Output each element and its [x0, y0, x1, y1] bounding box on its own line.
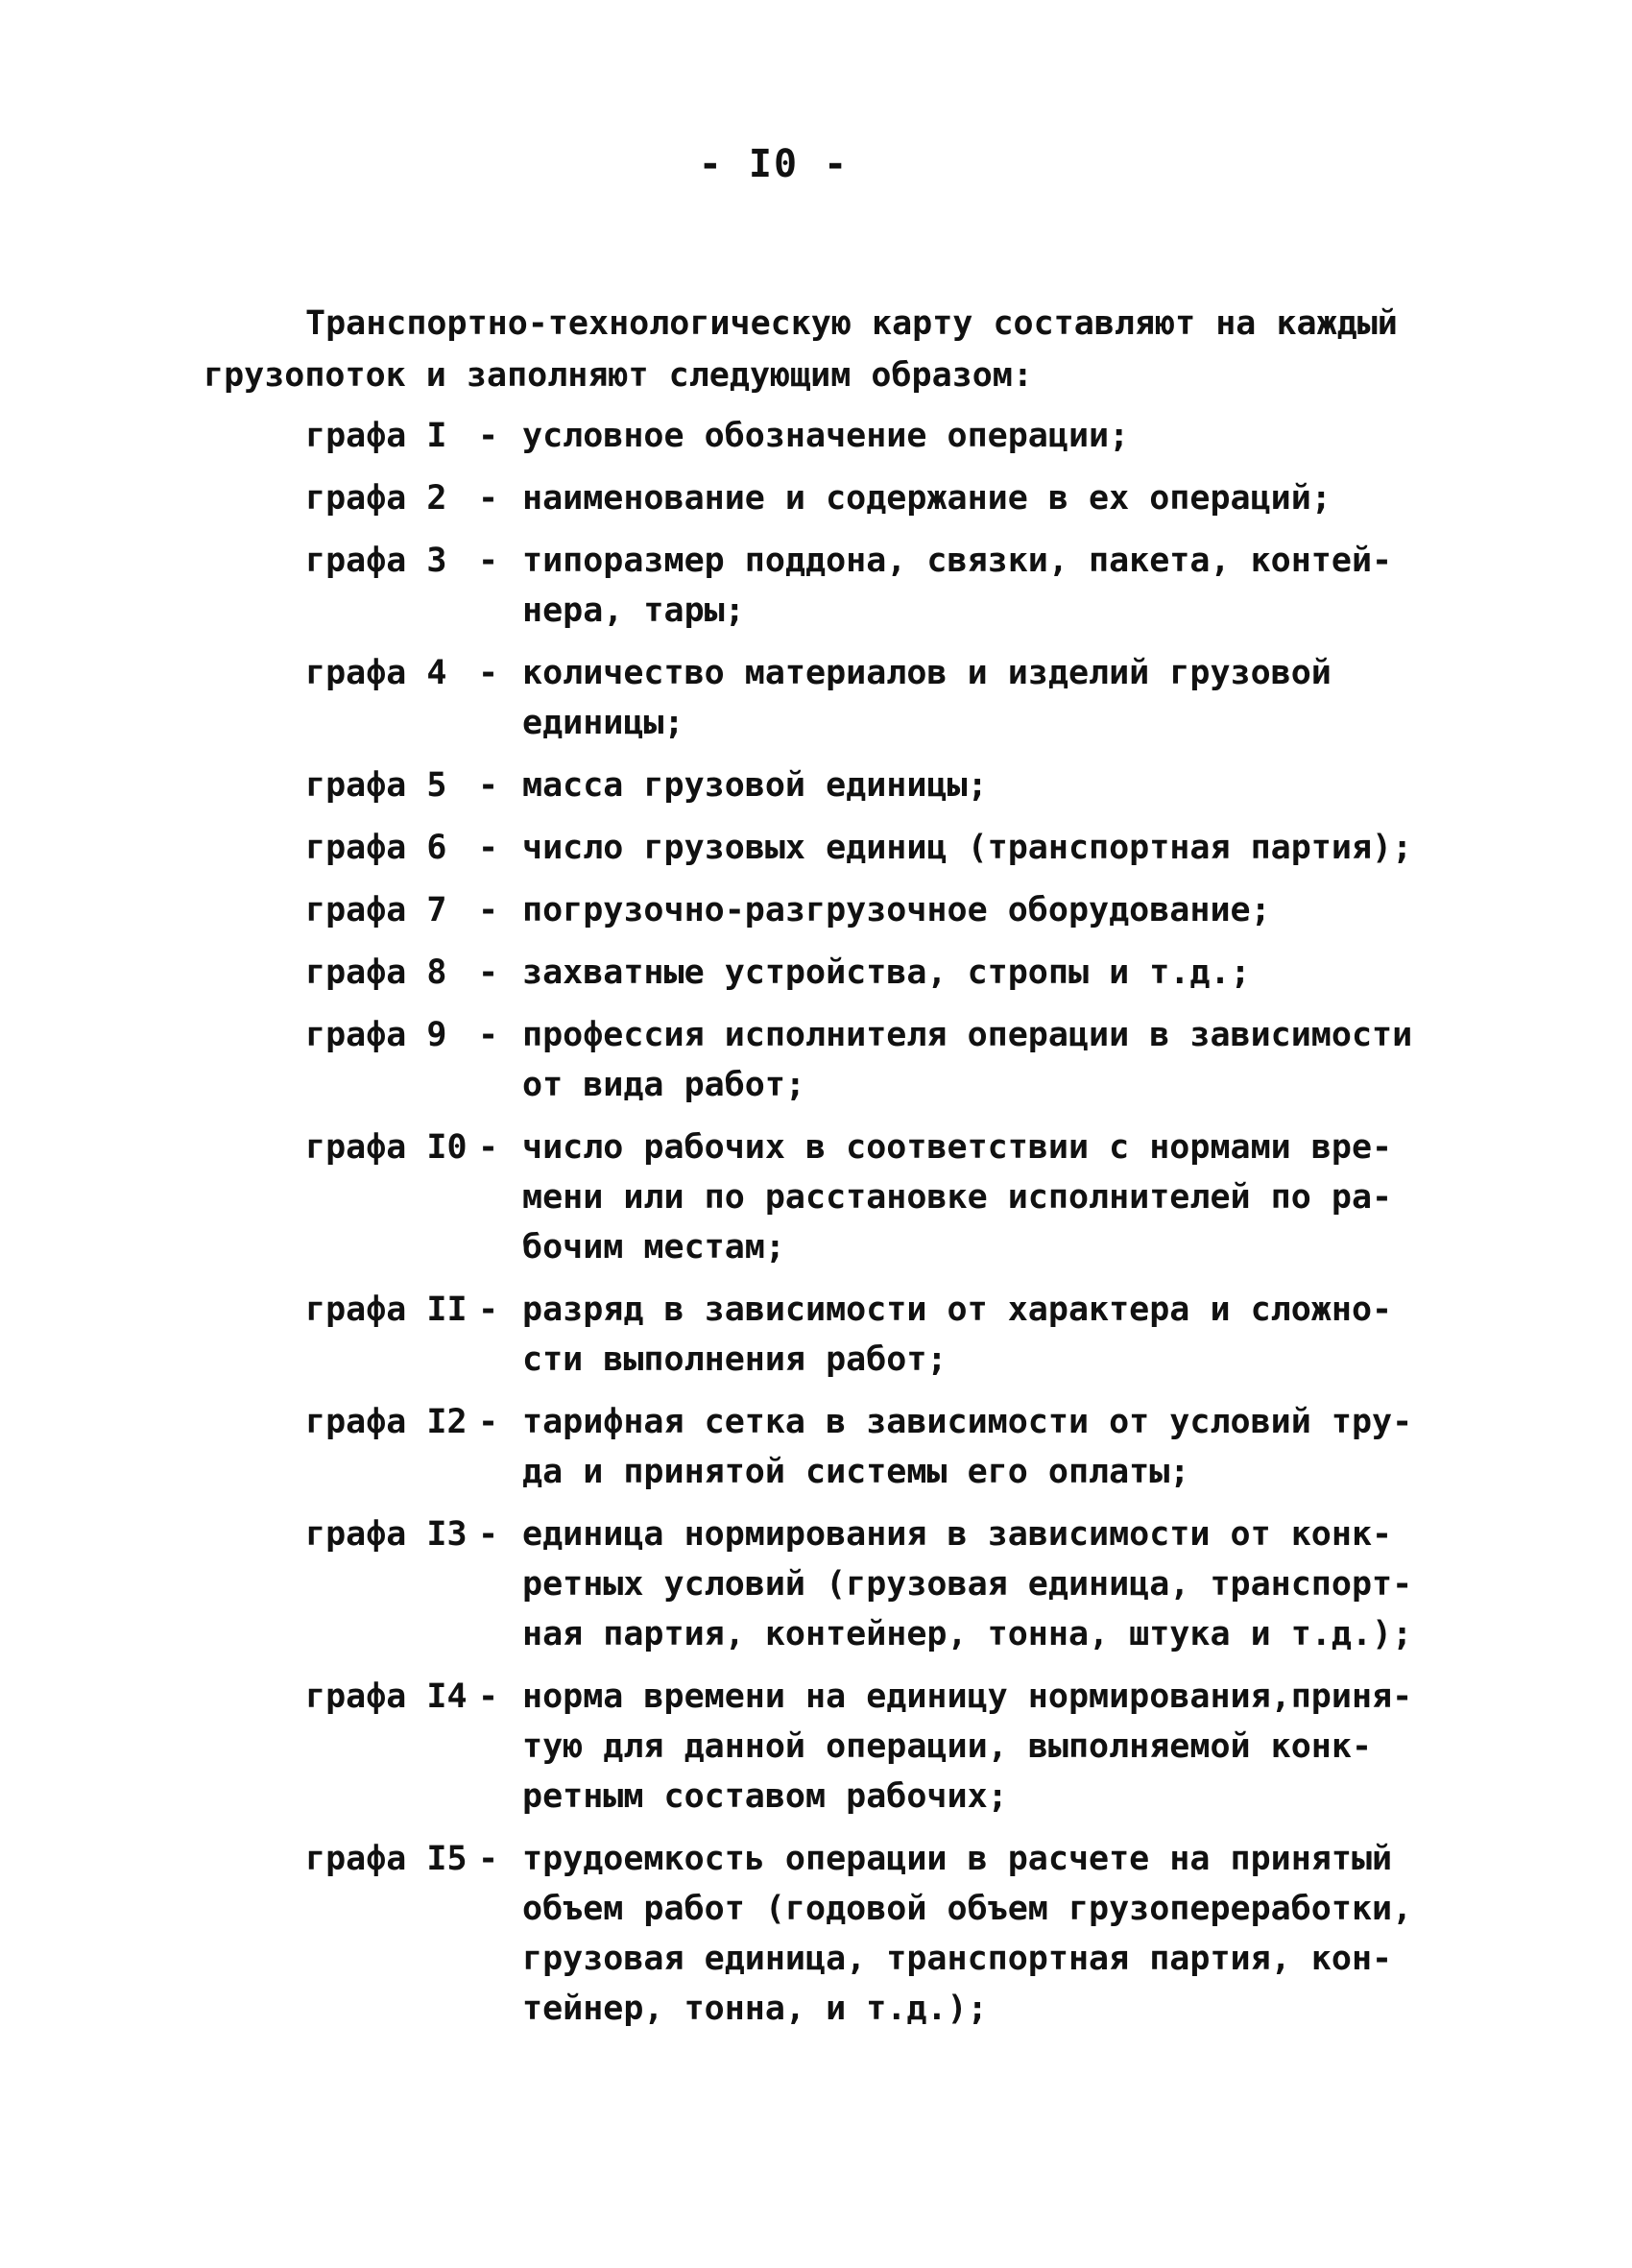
column-description	[522, 536, 1415, 636]
column-label: графа 8	[305, 953, 447, 992]
description-line: объем работ (годовой объем грузопереработки,	[522, 1890, 1413, 1928]
dash-separator: -	[478, 654, 499, 692]
column-label: графа I2	[305, 1403, 468, 1441]
column-item	[305, 823, 1428, 873]
column-label: графа 2	[305, 479, 447, 518]
column-description	[522, 1122, 1415, 1272]
description-line: ная партия, контейнер, тонна, штука и т.д.);	[522, 1615, 1413, 1653]
column-description	[522, 1010, 1415, 1110]
dash-separator: -	[478, 1016, 499, 1054]
column-item	[305, 1509, 1428, 1659]
page-number: - I0 -	[698, 142, 850, 186]
description-line: число грузовых единиц (транспортная партия);	[522, 829, 1413, 867]
description-line: погрузочно-разгрузочное оборудование;	[522, 891, 1271, 929]
column-item	[305, 948, 1428, 998]
description-line: разряд в зависимости от характера и сложно-	[522, 1291, 1393, 1329]
dash-separator: -	[478, 479, 499, 518]
column-item	[305, 1834, 1428, 2034]
column-description	[522, 1397, 1415, 1497]
column-label: графа 7	[305, 891, 447, 929]
column-item	[305, 1397, 1428, 1497]
column-item	[305, 411, 1428, 461]
description-line: число рабочих в соответствии с нормами вре-	[522, 1128, 1393, 1167]
description-line: наименование и содержание в ех операций;	[522, 479, 1332, 518]
column-item	[305, 473, 1428, 523]
description-line: масса грузовой единицы;	[522, 766, 988, 805]
column-label: графа 6	[305, 829, 447, 867]
column-description	[522, 885, 1415, 935]
column-description	[522, 473, 1415, 523]
description-line: бочим местам;	[522, 1228, 785, 1267]
description-line: ретным составом рабочих;	[522, 1777, 1008, 1816]
intro-line: грузопоток и заполняют следующим образом:	[204, 356, 1033, 395]
dash-separator: -	[478, 891, 499, 929]
dash-separator: -	[478, 1128, 499, 1167]
column-item	[305, 536, 1428, 636]
column-description	[522, 1834, 1415, 2034]
dash-separator: -	[478, 1677, 499, 1716]
column-label: графа II	[305, 1291, 468, 1329]
description-line: ретных условий (грузовая единица, транспорт-	[522, 1565, 1413, 1604]
description-line: тарифная сетка в зависимости от условий тру-	[522, 1403, 1413, 1441]
column-label: графа I3	[305, 1515, 468, 1554]
description-line: профессия исполнителя операции в зависимости	[522, 1016, 1413, 1054]
column-description	[522, 1285, 1415, 1385]
column-item	[305, 1285, 1428, 1385]
column-label: графа I0	[305, 1128, 468, 1167]
column-description	[522, 948, 1415, 998]
column-description	[522, 823, 1415, 873]
description-line: типоразмер поддона, связки, пакета, контей-	[522, 542, 1393, 580]
description-line: трудоемкость операции в расчете на принятый	[522, 1840, 1393, 1878]
column-item	[305, 1010, 1428, 1110]
column-label: графа 5	[305, 766, 447, 805]
dash-separator: -	[478, 1515, 499, 1554]
column-item	[305, 1122, 1428, 1272]
description-line: мени или по расстановке исполнителей по ра-	[522, 1178, 1393, 1217]
description-line: количество материалов и изделий грузовой	[522, 654, 1332, 692]
column-description	[522, 1509, 1415, 1659]
column-item	[305, 1672, 1428, 1822]
description-line: захватные устройства, стропы и т.д.;	[522, 953, 1251, 992]
dash-separator: -	[478, 542, 499, 580]
dash-separator: -	[478, 953, 499, 992]
dash-separator: -	[478, 1403, 499, 1441]
column-label: графа 4	[305, 654, 447, 692]
description-line: от вида работ;	[522, 1066, 806, 1104]
column-label: графа 3	[305, 542, 447, 580]
description-line: условное обозначение операции;	[522, 417, 1130, 455]
description-line: нера, тары;	[522, 591, 745, 630]
dash-separator: -	[478, 766, 499, 805]
description-line: тую для данной операции, выполняемой конк-	[522, 1727, 1373, 1766]
intro-paragraph	[204, 298, 1404, 401]
dash-separator: -	[478, 1840, 499, 1878]
description-line: тейнер, тонна, и т.д.);	[522, 1990, 988, 2028]
column-description	[522, 411, 1415, 461]
column-item	[305, 760, 1428, 810]
column-description	[522, 648, 1415, 748]
column-description	[522, 1672, 1415, 1822]
dash-separator: -	[478, 417, 499, 455]
description-line: грузовая единица, транспортная партия, кон-	[522, 1940, 1393, 1978]
description-line: норма времени на единицу нормирования,приня-	[522, 1677, 1413, 1716]
intro-line: Транспортно-технологическую карту составляют на каждый	[305, 304, 1398, 343]
description-line: сти выполнения работ;	[522, 1340, 948, 1379]
description-line: единица нормирования в зависимости от конк-	[522, 1515, 1393, 1554]
column-description	[522, 760, 1415, 810]
column-list	[305, 411, 1428, 2046]
dash-separator: -	[478, 1291, 499, 1329]
column-label: графа I	[305, 417, 447, 455]
column-label: графа I4	[305, 1677, 468, 1716]
description-line: да и принятой системы его оплаты;	[522, 1453, 1190, 1491]
dash-separator: -	[478, 829, 499, 867]
column-label: графа I5	[305, 1840, 468, 1878]
column-item	[305, 885, 1428, 935]
description-line: единицы;	[522, 704, 684, 742]
column-label: графа 9	[305, 1016, 447, 1054]
column-item	[305, 648, 1428, 748]
